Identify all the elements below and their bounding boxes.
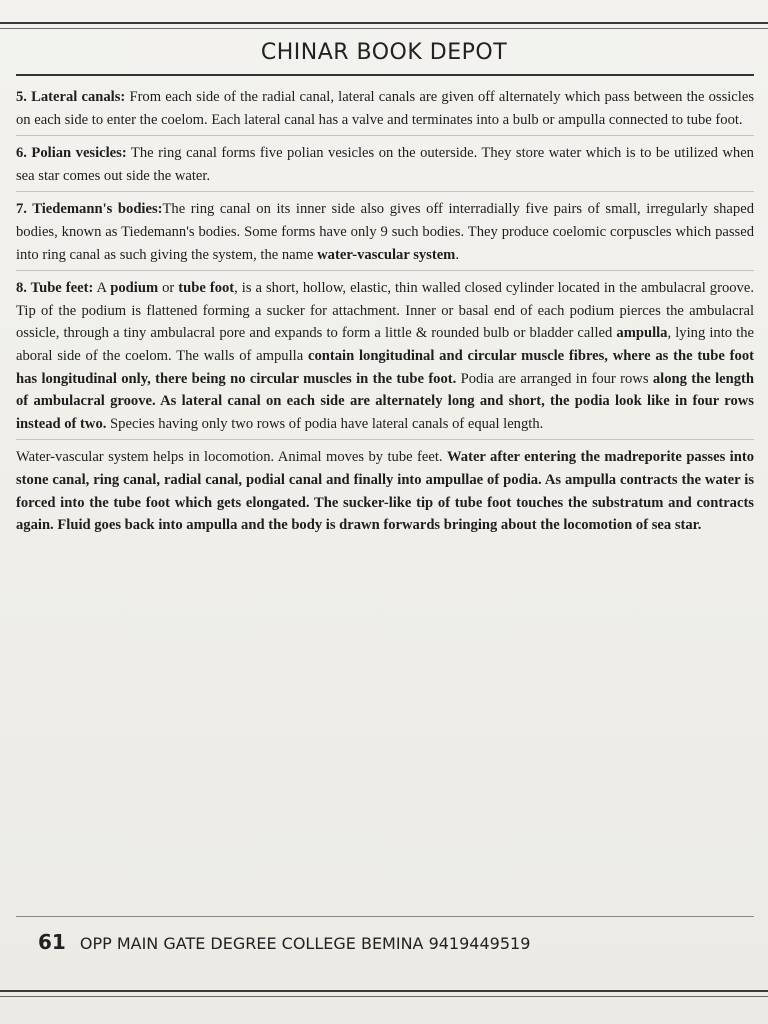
text-tube-feet-segment: Podia are arranged in four rows <box>456 370 653 387</box>
term-polian-vesicles: 6. Polian vesicles: <box>16 145 127 162</box>
paragraph-tube-feet <box>16 277 754 440</box>
term-tiedemanns-bodies: 7. Tiedemann's bodies: <box>16 201 163 218</box>
term-lateral-canals: 5. Lateral canals: <box>16 89 126 105</box>
bold-water-vascular-system: water-vascular system <box>317 246 456 263</box>
text-tiedemanns-bodies: The ring canal on its inner side also gives off interradially five pairs of small, irregularly shaped bodies, known as Tiedemann's bodies. Some forms have only 9 such bodies. They produce coelomic corpuscles which passed into ring canal as such giving the system, the name <box>16 201 754 263</box>
footer-divider <box>16 916 754 917</box>
text-tube-feet-segment: , lying into the aboral side of the coelom. The walls of ampulla <box>16 325 754 364</box>
page-header-title: CHINAR BOOK DEPOT <box>260 40 508 65</box>
text-tube-feet-segment: , is a short, hollow, elastic, thin walled closed cylinder located in the ambulacral groove. Tip of the podium is flattened forming a sucker for attachment. Inner or basal end of each podium pierces the ambulacral ossicle, through a tiny ambulacral pore and expands to form a little & rounded bulb or bladder called <box>16 280 754 342</box>
text-tube-feet-segment: or <box>158 280 179 297</box>
page-content <box>16 86 754 547</box>
footer-address: OPP MAIN GATE DEGREE COLLEGE BEMINA 9419449519 <box>79 934 531 953</box>
bold-podium: podium <box>110 280 159 297</box>
header-divider <box>16 74 754 76</box>
text-polian-vesicles: The ring canal forms five polian vesicles on the outerside. They store water which is to be utilized when sea star comes out side the water. <box>16 145 754 184</box>
top-border-rule <box>0 22 768 24</box>
term-tube-feet: 8. Tube feet: <box>16 280 94 297</box>
text-tube-feet-segment: A <box>93 280 111 297</box>
page-footer <box>38 930 530 954</box>
page-number: 61 <box>38 930 66 954</box>
bold-muscle-fibres: contain longitudinal and circular muscle fibres, where as the tube foot has longitudinal only, there being no circular muscles in the tube foot. <box>16 347 754 387</box>
text-locomotion-intro: Water-vascular system helps in locomotion. Animal moves by tube feet. <box>16 449 447 466</box>
bold-ambulacral-groove: along the length of ambulacral groove. As lateral canal on each side are alternately long and short, the podia look like in four rows instead of two. <box>16 370 754 432</box>
text-tube-feet-segment: Species having only two rows of podia have lateral canals of equal length. <box>106 415 544 432</box>
bottom-border-rule-thin <box>0 996 768 997</box>
bold-tube-foot: tube foot <box>178 280 235 297</box>
paragraph-lateral-canals <box>16 86 754 136</box>
paragraph-polian-vesicles <box>16 142 754 192</box>
bold-locomotion-mechanism: Water after entering the madreporite passes into stone canal, ring canal, radial canal, podial canal and finally into ampullae of podia. As ampulla contracts the water is forced into the tube foot which gets elongated. The sucker-like tip of tube foot touches the substratum and contracts again. Fluid goes back into ampulla and the body is drawn forwards bringing about the locomotion of sea star. <box>16 449 754 534</box>
paragraph-tiedemanns-bodies <box>16 198 754 271</box>
bottom-border-rule <box>0 990 768 992</box>
text-lateral-canals: From each side of the radial canal, lateral canals are given off alternately which pass between the ossicles on each side to enter the coelom. Each lateral canal has a valve and terminates into a bulb or ampulla connected to tube foot. <box>16 89 754 128</box>
paragraph-locomotion <box>16 446 754 540</box>
text-tiedemanns-end: . <box>455 246 459 263</box>
top-border-rule-thin <box>0 28 768 29</box>
bold-ampulla: ampulla <box>616 325 668 342</box>
